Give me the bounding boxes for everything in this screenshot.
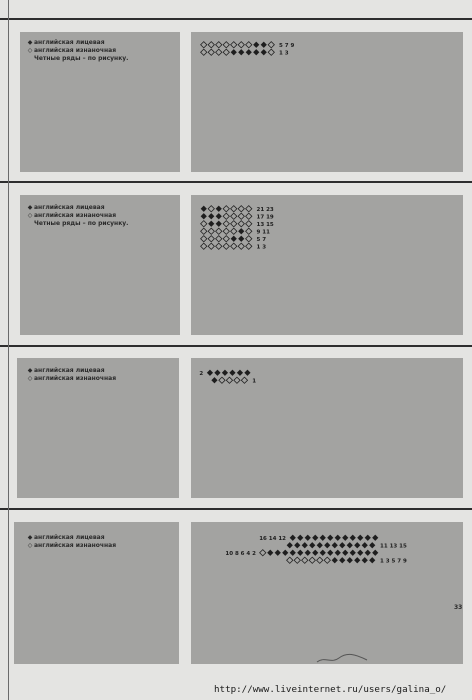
legend-text: английская лицевая — [34, 204, 105, 211]
purl-stitch-mark — [238, 243, 244, 249]
legend-row — [26, 534, 116, 542]
legend-section-4 — [26, 534, 116, 550]
knit-stitch-mark — [317, 542, 323, 548]
legend-row — [26, 47, 128, 55]
knit-stitch-mark — [320, 550, 326, 556]
legend-row — [26, 39, 128, 47]
purl-stitch-mark — [216, 243, 222, 249]
stitch-chart-svg — [199, 533, 428, 567]
purl-stitch-mark — [223, 206, 229, 212]
purl-stitch-mark — [201, 243, 207, 249]
knit-stitch-mark — [216, 221, 222, 227]
knit-stitch-mark — [238, 236, 244, 242]
purl-stitch-mark — [246, 206, 252, 212]
knit-stitch-mark — [312, 535, 318, 541]
knit-stitch-mark — [347, 557, 353, 563]
legend-text: английская лицевая — [34, 534, 105, 541]
knit-stitch-mark — [324, 542, 330, 548]
knit-stitch-mark — [231, 49, 237, 55]
knit-stitch-mark — [342, 535, 348, 541]
legend-section-3 — [26, 367, 116, 383]
legend-text: английская изнаночная — [34, 212, 117, 219]
knit-stitch-mark — [237, 370, 243, 376]
purl-stitch-mark — [223, 49, 229, 55]
legend-row — [26, 212, 128, 220]
knit-stitch-mark — [312, 550, 318, 556]
knit-stitch-mark — [362, 542, 368, 548]
knit-stitch-mark — [231, 236, 237, 242]
purl-stitch-mark — [223, 213, 229, 219]
purl-stitch-mark — [208, 236, 214, 242]
purl-stitch-mark — [201, 42, 207, 48]
purl-stitch-mark — [226, 377, 232, 383]
separator-line — [0, 345, 472, 347]
row-number-right: 1 — [252, 378, 257, 385]
purl-stitch-mark — [223, 243, 229, 249]
knit-stitch-mark — [208, 213, 214, 219]
knit-stitch-mark — [302, 542, 308, 548]
purl-stitch-mark — [223, 42, 229, 48]
knit-stitch-mark — [320, 535, 326, 541]
purl-stitch-mark — [208, 49, 214, 55]
purl-symbol-icon: ◇ — [27, 375, 33, 382]
purl-stitch-mark — [241, 377, 247, 383]
purl-stitch-mark — [246, 228, 252, 234]
knit-stitch-mark — [327, 550, 333, 556]
row-number-right: 1 3 — [279, 50, 289, 57]
purl-stitch-mark — [223, 236, 229, 242]
knit-stitch-mark — [222, 370, 228, 376]
legend-row — [26, 220, 128, 228]
knit-stitch-mark — [350, 535, 356, 541]
knit-stitch-mark — [369, 557, 375, 563]
separator-line — [0, 18, 472, 20]
knit-stitch-mark — [238, 49, 244, 55]
knit-stitch-mark — [216, 206, 222, 212]
knit-stitch-mark — [282, 550, 288, 556]
knit-stitch-mark — [335, 550, 341, 556]
knit-stitch-mark — [211, 377, 217, 383]
separator-line — [0, 508, 472, 510]
knit-symbol-icon: ◆ — [27, 367, 33, 374]
legend-text: английская изнаночная — [34, 47, 117, 54]
stitch-chart-2 — [200, 204, 287, 253]
purl-stitch-mark — [208, 206, 214, 212]
purl-stitch-mark — [201, 236, 207, 242]
knit-stitch-mark — [357, 550, 363, 556]
purl-stitch-mark — [246, 243, 252, 249]
row-number-left: 2 — [199, 370, 204, 377]
binding-edge — [8, 0, 9, 700]
legend-text: английская лицевая — [34, 39, 105, 46]
knit-stitch-mark — [365, 550, 371, 556]
purl-symbol-icon: ◇ — [27, 542, 33, 549]
purl-stitch-mark — [231, 243, 237, 249]
stitch-chart-3 — [199, 368, 265, 387]
purl-stitch-mark — [219, 377, 225, 383]
knit-stitch-mark — [342, 550, 348, 556]
purl-stitch-mark — [238, 213, 244, 219]
purl-stitch-mark — [268, 42, 274, 48]
purl-stitch-mark — [294, 557, 300, 563]
stitch-chart-1 — [200, 40, 309, 59]
knit-stitch-mark — [261, 49, 267, 55]
purl-stitch-mark — [231, 228, 237, 234]
knit-stitch-mark — [297, 550, 303, 556]
knit-stitch-mark — [201, 206, 207, 212]
purl-stitch-mark — [208, 42, 214, 48]
knit-stitch-mark — [369, 542, 375, 548]
legend-section-1 — [26, 39, 128, 63]
knit-stitch-mark — [362, 557, 368, 563]
purl-stitch-mark — [238, 221, 244, 227]
knit-stitch-mark — [290, 535, 296, 541]
purl-stitch-mark — [231, 221, 237, 227]
purl-stitch-mark — [238, 206, 244, 212]
purl-stitch-mark — [216, 49, 222, 55]
page-number: 33 — [454, 604, 463, 611]
purl-stitch-mark — [231, 206, 237, 212]
knit-stitch-mark — [294, 542, 300, 548]
purl-stitch-mark — [238, 42, 244, 48]
row-number-right: 5 7 — [256, 236, 267, 243]
knit-stitch-mark — [214, 370, 220, 376]
legend-section-2 — [26, 204, 128, 228]
knit-stitch-mark — [335, 535, 341, 541]
row-number-right: 11 13 15 — [380, 543, 407, 550]
purl-stitch-mark — [223, 228, 229, 234]
knit-stitch-mark — [309, 542, 315, 548]
legend-row — [26, 542, 116, 550]
purl-stitch-mark — [260, 550, 266, 556]
source-url[interactable]: http://www.liveinternet.ru/users/galina_o/ — [214, 684, 447, 695]
knit-stitch-mark — [216, 213, 222, 219]
knit-stitch-mark — [332, 557, 338, 563]
row-number-right: 21 23 — [256, 206, 274, 213]
knit-stitch-mark — [244, 370, 250, 376]
purl-stitch-mark — [246, 213, 252, 219]
knit-symbol-icon: ◆ — [27, 39, 33, 46]
stitch-chart-4 — [199, 533, 428, 567]
stitch-chart-svg — [199, 368, 265, 387]
row-number-right: 5 7 9 — [279, 42, 295, 49]
row-number-left: 10 8 6 4 2 — [225, 550, 256, 557]
purl-stitch-mark — [216, 236, 222, 242]
knit-stitch-mark — [207, 370, 213, 376]
row-number-right: 17 19 — [256, 214, 274, 221]
purl-stitch-mark — [309, 557, 315, 563]
separator-line — [0, 181, 472, 183]
knit-stitch-mark — [267, 550, 273, 556]
legend-text: английская изнаночная — [34, 542, 117, 549]
knit-stitch-mark — [365, 535, 371, 541]
stitch-chart-svg — [200, 204, 287, 253]
row-number-right: 13 15 — [256, 221, 274, 228]
purl-stitch-mark — [302, 557, 308, 563]
purl-stitch-mark — [246, 221, 252, 227]
knit-symbol-icon: ◆ — [27, 534, 33, 541]
purl-stitch-mark — [234, 377, 240, 383]
purl-stitch-mark — [201, 49, 207, 55]
legend-note: Четные ряды – по рисунку. — [34, 55, 129, 62]
purl-stitch-mark — [246, 42, 252, 48]
knit-stitch-mark — [201, 213, 207, 219]
pen-scribble — [315, 648, 375, 668]
row-number-right: 1 3 — [256, 244, 267, 251]
purl-symbol-icon: ◇ — [27, 47, 33, 54]
legend-note: Четные ряды – по рисунку. — [34, 220, 129, 227]
knit-stitch-mark — [327, 535, 333, 541]
purl-stitch-mark — [208, 243, 214, 249]
knit-stitch-mark — [305, 550, 311, 556]
knit-stitch-mark — [261, 42, 267, 48]
knit-stitch-mark — [372, 550, 378, 556]
legend-row — [26, 367, 116, 375]
purl-stitch-mark — [201, 221, 207, 227]
purl-stitch-mark — [317, 557, 323, 563]
knit-stitch-mark — [208, 221, 214, 227]
purl-stitch-mark — [216, 228, 222, 234]
row-number-left: 16 14 12 — [259, 535, 286, 542]
knit-stitch-mark — [347, 542, 353, 548]
knit-stitch-mark — [354, 557, 360, 563]
legend-row — [26, 55, 128, 63]
legend-row — [26, 204, 128, 212]
legend-text: английская изнаночная — [34, 375, 117, 382]
row-number-right: 1 3 5 7 9 — [380, 558, 407, 565]
legend-text: английская лицевая — [34, 367, 105, 374]
knit-stitch-mark — [350, 550, 356, 556]
purl-stitch-mark — [268, 49, 274, 55]
purl-stitch-mark — [216, 42, 222, 48]
purl-stitch-mark — [246, 236, 252, 242]
purl-stitch-mark — [231, 42, 237, 48]
knit-stitch-mark — [297, 535, 303, 541]
knit-stitch-mark — [305, 535, 311, 541]
knit-stitch-mark — [372, 535, 378, 541]
purl-stitch-mark — [231, 213, 237, 219]
knit-stitch-mark — [339, 542, 345, 548]
purl-stitch-mark — [201, 228, 207, 234]
knit-stitch-mark — [290, 550, 296, 556]
purl-stitch-mark — [324, 557, 330, 563]
knit-stitch-mark — [238, 228, 244, 234]
knit-stitch-mark — [253, 49, 259, 55]
knit-symbol-icon: ◆ — [27, 204, 33, 211]
knit-stitch-mark — [332, 542, 338, 548]
knit-stitch-mark — [275, 550, 281, 556]
row-number-right: 9 11 — [256, 229, 270, 236]
purl-stitch-mark — [208, 228, 214, 234]
knit-stitch-mark — [354, 542, 360, 548]
purl-stitch-mark — [223, 221, 229, 227]
knit-stitch-mark — [229, 370, 235, 376]
purl-symbol-icon: ◇ — [27, 212, 33, 219]
knit-stitch-mark — [357, 535, 363, 541]
knit-stitch-mark — [339, 557, 345, 563]
stitch-chart-svg — [200, 40, 309, 59]
knit-stitch-mark — [246, 49, 252, 55]
knit-stitch-mark — [287, 542, 293, 548]
legend-row — [26, 375, 116, 383]
purl-stitch-mark — [287, 557, 293, 563]
knit-stitch-mark — [253, 42, 259, 48]
